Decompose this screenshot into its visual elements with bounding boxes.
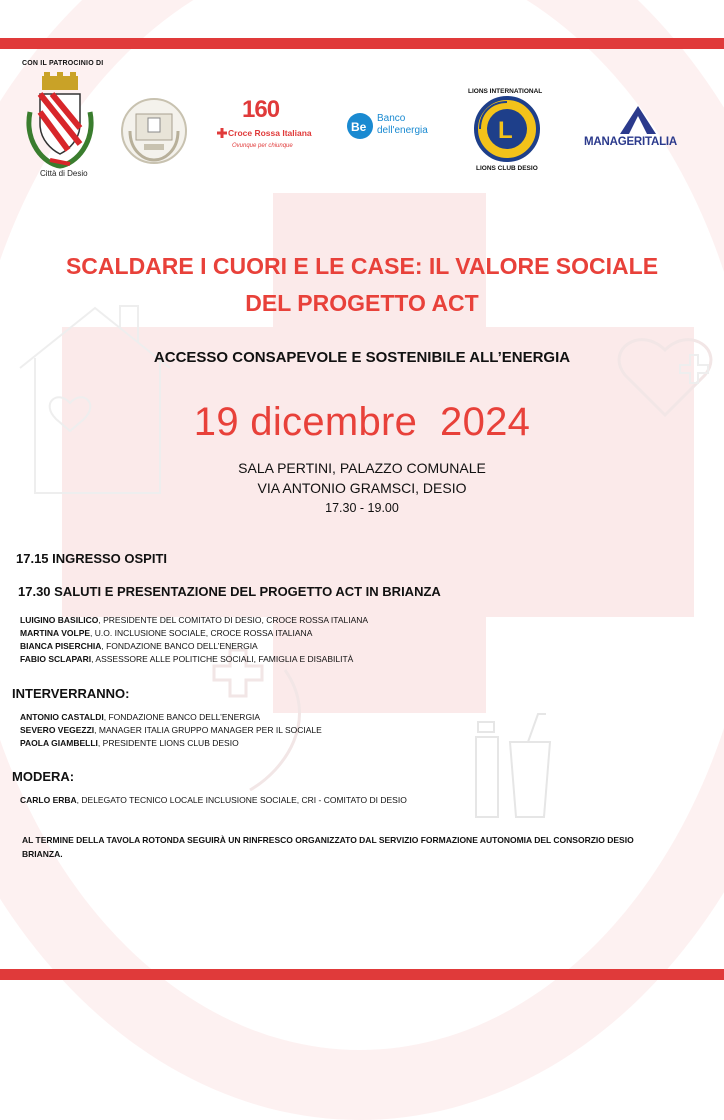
banco-energia-text — [377, 113, 428, 137]
program-item-greetings: 17.30 SALUTI E PRESENTAZIONE DEL PROGETTO ACT IN BRIANZA — [18, 584, 441, 599]
event-subtitle: ACCESSO CONSAPEVOLE E SOSTENIBILE ALL’ENERGIA — [153, 349, 571, 366]
manageritalia-triangle-icon — [620, 106, 656, 134]
closing-note: AL TERMINE DELLA TAVOLA ROTONDA SEGUIRÀ UN RINFRESCO ORGANIZZATO DAL SERVIZIO FORMAZIONE AUTONOMIA DEL CONSORZIO DESIO BRIANZA. — [22, 835, 634, 859]
event-time: 17.30 - 19.00 — [325, 501, 399, 515]
venue-line-1: SALA PERTINI, PALAZZO COMUNALE — [238, 460, 486, 476]
desio-coat-of-arms-icon — [24, 72, 96, 170]
title-line-1: SCALDARE I CUORI E LE CASE: IL VALORE SOCIALE — [65, 253, 659, 279]
list-item: BIANCA PISERCHIA, FONDAZIONE BANCO DELL’ENERGIA — [20, 641, 258, 651]
venue-block — [0, 458, 724, 518]
greetings-list — [20, 614, 368, 666]
lions-club-desio-label: LIONS CLUB DESIO — [476, 165, 538, 172]
svg-text:Be: Be — [351, 120, 367, 134]
svg-text:L: L — [498, 117, 513, 144]
venue-line-2: VIA ANTONIO GRAMSCI, DESIO — [257, 480, 467, 496]
bottle-cup-icon — [468, 712, 558, 822]
list-item: LUIGINO BASILICO, PRESIDENTE DEL COMITATO DI DESIO, CROCE ROSSA ITALIANA — [20, 615, 369, 625]
patronage-label: CON IL PATROCINIO DI — [22, 60, 104, 67]
list-item: ANTONIO CASTALDI, FONDAZIONE BANCO DELL’ENERGIA — [20, 712, 261, 722]
cri-160-number: 160 — [242, 96, 280, 123]
event-date: 19 dicembre 2024 — [193, 400, 531, 444]
top-red-stripe — [0, 38, 724, 49]
moderator-line: CARLO ERBA, DELEGATO TECNICO LOCALE INCLUSIONE SOCIALE, CRI - COMITATO DI DESIO — [20, 795, 407, 805]
speakers-heading: INTERVERRANNO: — [12, 686, 130, 701]
lions-club-emblem-icon — [474, 96, 540, 162]
list-item: SEVERO VEGEZZI, MANAGER ITALIA GRUPPO MANAGER PER IL SOCIALE — [20, 725, 322, 735]
speakers-list — [20, 711, 322, 750]
bottom-red-stripe — [0, 969, 724, 980]
banco-line-2: dell'energia — [377, 125, 428, 136]
lions-international-label: LIONS INTERNATIONAL — [468, 88, 543, 95]
list-item: PAOLA GIAMBELLI, PRESIDENTE LIONS CLUB DESIO — [20, 738, 239, 748]
banco-energia-logo-icon — [346, 112, 374, 140]
list-item: FABIO SCLAPARI, ASSESSORE ALLE POLITICHE SOCIALI, FAMIGLIA E DISABILITÀ — [20, 654, 354, 664]
desio-caption: Città di Desio — [40, 169, 88, 178]
cri-tagline: Ovunque per chiunque — [232, 143, 293, 149]
list-item: MARTINA VOLPE, U.O. INCLUSIONE SOCIALE, CROCE ROSSA ITALIANA — [20, 628, 313, 638]
moderator-heading: MODERA: — [12, 769, 75, 784]
event-title — [0, 248, 724, 322]
title-line-2: DEL PROGETTO ACT — [245, 290, 479, 316]
cri-name: Croce Rossa Italiana — [228, 128, 312, 138]
manageritalia-name: MANAGERITALIA — [584, 136, 678, 148]
program-item-entrance: 17.15 INGRESSO OSPITI — [16, 551, 167, 566]
banco-line-1: Banco — [377, 113, 406, 124]
red-cross-icon — [217, 128, 227, 138]
anniversary-seal-icon — [120, 96, 188, 166]
